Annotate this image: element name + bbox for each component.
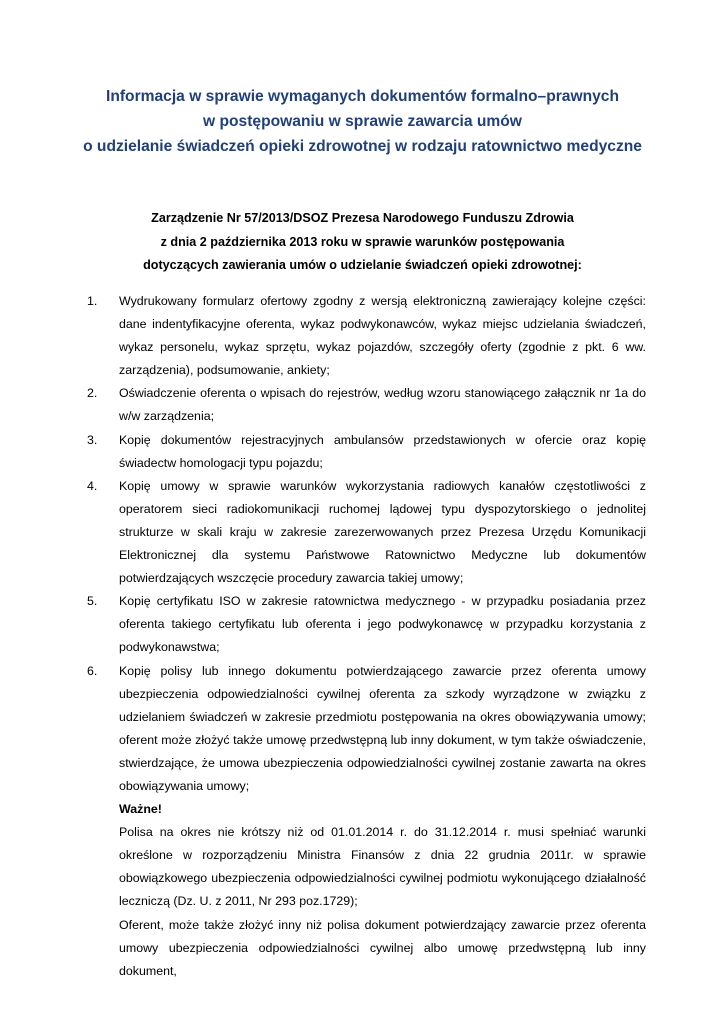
item-number: 2. <box>87 386 98 401</box>
item-text: Kopię certyfikatu ISO w zakresie ratownictwa medycznego - w przypadku posiadania przez oferenta takiego certyfikatu lub oferenta i jego podwykonawcę w przypadku korzystania z podwykonawstwa; <box>119 594 646 655</box>
note-paragraph: Polisa na okres nie krótszy niż od 01.01.2014 r. do 31.12.2014 r. musi spełniać warunki określone w rozporządzeniu Ministra Finansów z dnia 22 grudnia 2011r. w sprawie obowiązkowego ubezpieczenia odpowiedzialności cywilnej podmiotu wykonującego działalność leczniczą (Dz. U. z 2011, Nr 293 poz.1729); <box>119 825 646 909</box>
item-number: 5. <box>87 594 98 609</box>
list-item <box>0 290 646 382</box>
list-item <box>0 590 646 659</box>
required-documents-list <box>0 290 725 983</box>
item-number: 3. <box>87 432 98 447</box>
item-text: Kopię umowy w sprawie warunków wykorzystania radiowych kanałów częstotliwości z operatorem sieci radiokomunikacji ruchomej lądowej typu dyspozytorskiego o jednolitej strukturze w skali kraju w zakresie zarezerwowanych przez Prezesa Urzędu Komunikacji Elektronicznej dla systemu Państwowe Ratownictwo Medyczne lub dokumentów potwierdzających wszczęcie procedury zawarcia takiej umowy; <box>119 478 646 586</box>
subtitle-line: z dnia 2 października 2013 roku w sprawie warunków postępowania <box>160 234 565 249</box>
item-text: Kopię polisy lub innego dokumentu potwierdzającego zawarcie przez oferenta umowy ubezpieczenia odpowiedzialności cywilnej oferenta za szkody wyrządzone w związku z udzielaniem świadczeń w zakresie przedmiotu postępowania na okres obowiązywania umowy; oferent może złożyć także umowę przedwstępną lub inny dokument, w tym także oświadczenie, stwierdzające, że umowa ubezpieczenia odpowiedzialności cywilnej zostanie zawarta na okres obowiązywania umowy; <box>119 663 646 793</box>
title-line: Informacja w sprawie wymaganych dokumentów formalno–prawnych <box>106 88 619 105</box>
title-line: w postępowaniu w sprawie zawarcia umów <box>203 113 522 130</box>
item-number: 1. <box>87 294 98 308</box>
list-item <box>0 429 646 475</box>
list-item <box>0 660 646 983</box>
subtitle-line: dotyczących zawierania umów o udzielanie świadczeń opieki zdrowotnej: <box>143 258 582 272</box>
item-text: Kopię dokumentów rejestracyjnych ambulansów przedstawionych w ofercie oraz kopię świadectw homologacji typu pojazdu; <box>119 432 646 470</box>
note-paragraph: Oferent, może także złożyć inny niż polisa dokument potwierdzający zawarcie przez oferenta umowy ubezpieczenia odpowiedzialności cywilnej albo umowę przedwstępną lub inny dokument, <box>119 917 646 978</box>
list-item <box>0 382 646 428</box>
item-number: 4. <box>87 478 98 493</box>
note-heading: Ważne! <box>119 802 162 817</box>
document-title <box>60 84 665 159</box>
list-item <box>0 475 646 590</box>
title-line: o udzielanie świadczeń opieki zdrowotnej w rodzaju ratownictwo medyczne <box>83 138 642 155</box>
item-text: Oświadczenie oferenta o wpisach do rejestrów, według wzoru stanowiącego załącznik nr 1a do w/w zarządzenia; <box>119 386 646 424</box>
regulation-reference <box>60 207 665 278</box>
item-text: Wydrukowany formularz ofertowy zgodny z wersją elektroniczną zawierający kolejne części: dane indentyfikacyjne oferenta, wykaz podwykonawców, wykaz miejsc udzielania świadczeń, wykaz personelu, wykaz sprzętu, wykaz pojazdów, szczegóły oferty (zgodnie z pkt. 6 ww. zarządzenia), podsumowanie, ankiety; <box>119 294 646 378</box>
subtitle-line: Zarządzenie Nr 57/2013/DSOZ Prezesa Narodowego Funduszu Zdrowia <box>151 211 574 225</box>
item-number: 6. <box>87 663 98 678</box>
